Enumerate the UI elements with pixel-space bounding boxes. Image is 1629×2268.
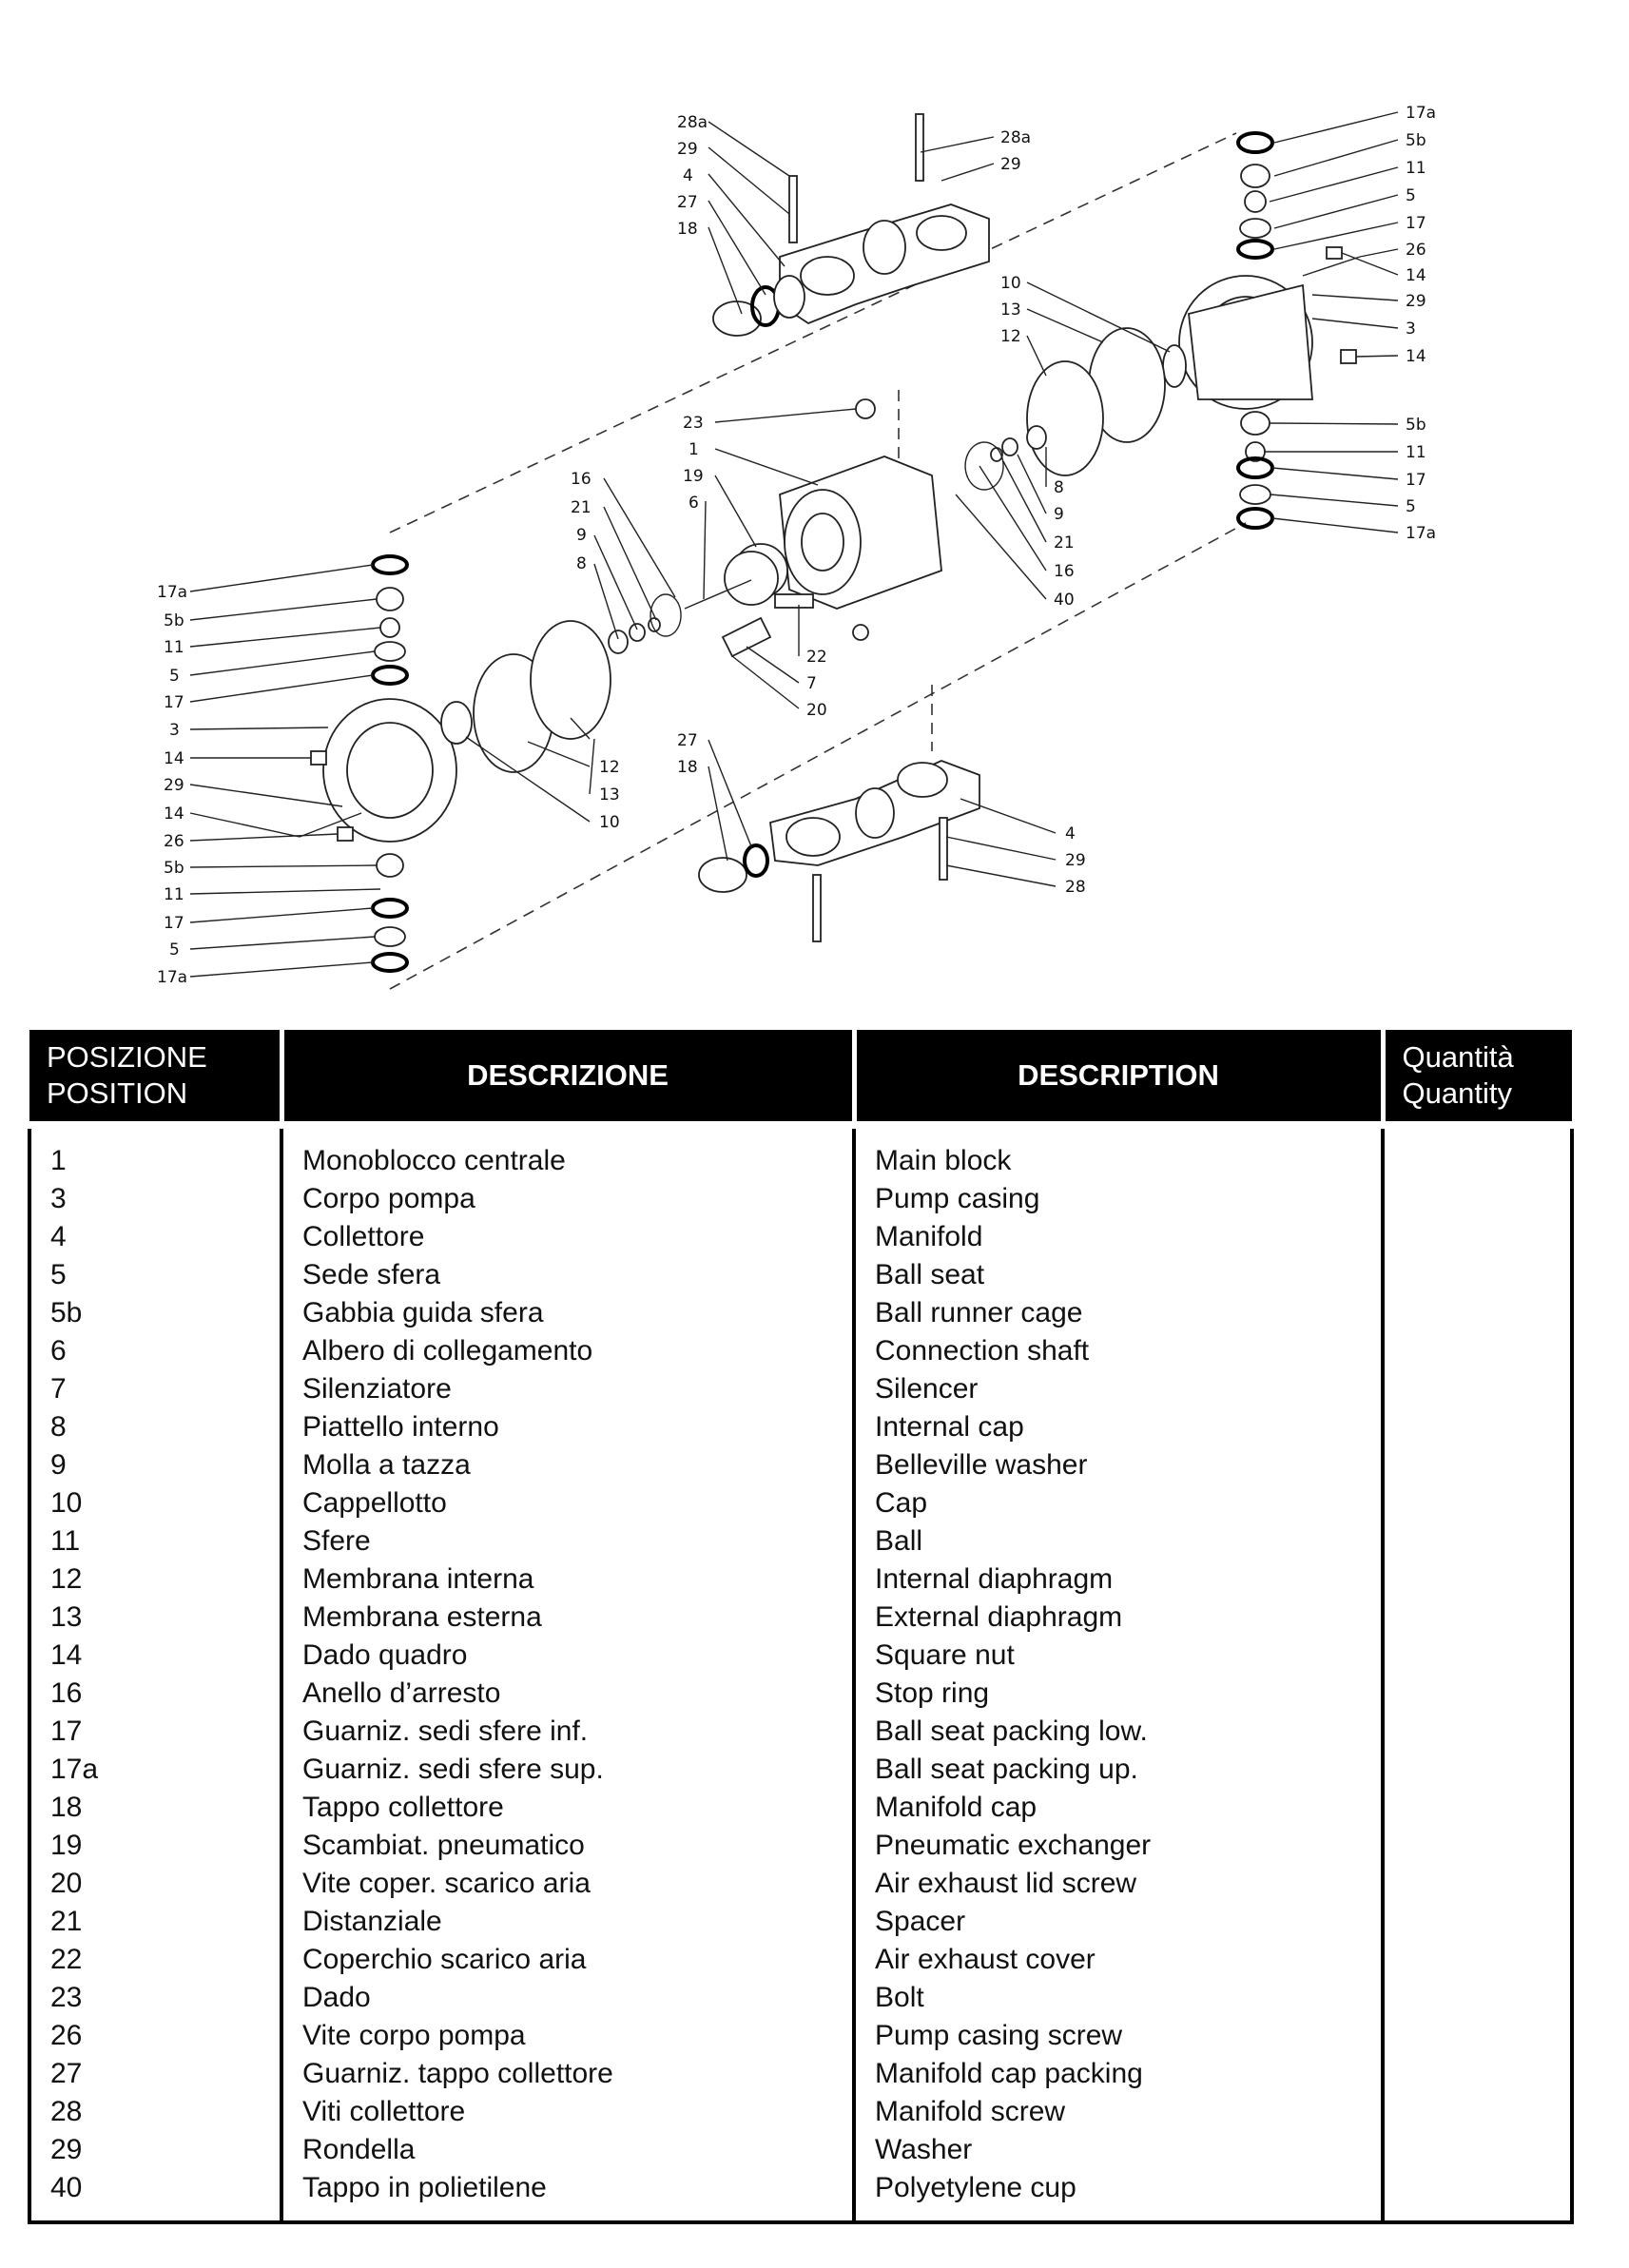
callout-label: 5b (1406, 416, 1426, 435)
part-description-en: Internal diaphragm (875, 1563, 1114, 1595)
callout-label: 5b (164, 859, 184, 878)
part-description-en: Belleville washer (875, 1449, 1088, 1481)
part-description-it: Tappo collettore (302, 1792, 504, 1823)
callout-label: 4 (1065, 824, 1076, 843)
part-position: 3 (50, 1183, 67, 1214)
table-body (29, 1129, 1572, 2222)
callout-label: 18 (677, 220, 698, 239)
callout-label: 17 (1406, 471, 1426, 490)
column-position (29, 1129, 281, 2222)
callout-label: 10 (1000, 274, 1021, 293)
callout-label: 17 (1406, 214, 1426, 233)
callout-label: 28a (677, 113, 708, 132)
part-position: 18 (50, 1792, 83, 1823)
part-description-en: Spacer (875, 1906, 966, 1937)
column-description-it (281, 1129, 854, 2222)
part-description-it: Coperchio scarico aria (302, 1944, 587, 1975)
part-description-it: Distanziale (302, 1906, 442, 1937)
callout-label: 3 (1406, 320, 1416, 339)
header-description-it: DESCRIZIONE (281, 1030, 854, 1121)
callout-label: 17a (1406, 524, 1437, 543)
part-description-en: Main block (875, 1145, 1012, 1176)
callout-label: 18 (677, 758, 698, 777)
part-position: 11 (50, 1525, 81, 1557)
callout-label: 5 (169, 940, 180, 960)
part-position: 17 (50, 1716, 83, 1747)
callout-label: 5b (1406, 131, 1426, 150)
callout-label: 27 (677, 731, 698, 750)
part-position: 27 (50, 2058, 83, 2089)
callout-label: 5b (164, 611, 184, 630)
left-casing-drawing (300, 556, 456, 971)
callout-label: 7 (806, 674, 817, 693)
part-description-en: Pump casing (875, 1183, 1040, 1214)
part-description-it: Guarniz. sedi sfere inf. (302, 1716, 589, 1747)
part-description-en: Silencer (875, 1373, 979, 1405)
part-description-en: Ball (875, 1525, 923, 1557)
callout-label: 27 (677, 193, 698, 212)
part-description-it: Membrana esterna (302, 1601, 542, 1633)
callout-label: 11 (164, 638, 184, 657)
part-description-it: Membrana interna (302, 1563, 534, 1595)
callout-label: 29 (677, 140, 698, 159)
part-description-it: Anello d’arresto (302, 1677, 501, 1709)
part-description-it: Piattello interno (302, 1411, 499, 1443)
callout-label: 17a (157, 583, 188, 602)
part-description-en: Air exhaust cover (875, 1944, 1096, 1975)
part-position: 16 (50, 1677, 83, 1709)
callout-label: 17a (1406, 104, 1437, 123)
part-description-it: Rondella (302, 2134, 416, 2165)
part-position: 23 (50, 1982, 83, 2013)
column-quantity (1383, 1129, 1572, 2222)
part-description-en: Ball seat (875, 1259, 985, 1290)
part-description-en: Stop ring (875, 1677, 990, 1709)
part-description-it: Tappo in polietilene (302, 2172, 547, 2203)
exploded-parts-diagram (0, 0, 1629, 1008)
part-position: 28 (50, 2096, 83, 2127)
part-description-it: Cappellotto (302, 1487, 447, 1519)
callout-label: 20 (806, 701, 827, 720)
callout-label: 11 (1406, 443, 1426, 462)
part-position: 40 (50, 2172, 83, 2203)
part-description-en: Ball seat packing low. (875, 1716, 1148, 1747)
part-description-it: Vite corpo pompa (302, 2020, 526, 2051)
part-position: 12 (50, 1563, 83, 1595)
callout-label: 10 (599, 813, 620, 832)
part-description-en: Ball runner cage (875, 1297, 1083, 1328)
callout-label: 17a (157, 968, 188, 987)
part-description-it: Dado quadro (302, 1639, 468, 1671)
part-description-en: Polyetylene cup (875, 2172, 1076, 2203)
part-description-en: Manifold (875, 1221, 983, 1252)
part-description-en: Manifold screw (875, 2096, 1066, 2127)
part-position: 10 (50, 1487, 83, 1519)
callout-label: 14 (164, 804, 184, 824)
part-description-it: Scambiat. pneumatico (302, 1830, 585, 1861)
part-description-it: Sede sfera (302, 1259, 441, 1290)
parts-table (28, 1030, 1574, 2224)
part-description-it: Guarniz. sedi sfere sup. (302, 1754, 604, 1785)
part-position: 5b (50, 1297, 83, 1328)
callout-label: 9 (1054, 505, 1064, 524)
header-quantity-en: Quantity (1402, 1076, 1512, 1110)
callout-label: 8 (576, 554, 587, 573)
callout-label: 29 (164, 776, 184, 795)
part-description-en: Washer (875, 2134, 973, 2165)
part-description-it: Viti collettore (302, 2096, 466, 2127)
callout-label: 28a (1000, 128, 1032, 147)
part-description-it: Corpo pompa (302, 1183, 475, 1214)
callout-label: 11 (1406, 159, 1426, 178)
part-description-en: Cap (875, 1487, 928, 1519)
part-position: 9 (50, 1449, 67, 1481)
part-position: 14 (50, 1639, 83, 1671)
callout-label: 29 (1065, 851, 1086, 870)
callout-label: 16 (1054, 562, 1075, 581)
part-description-it: Monoblocco centrale (302, 1145, 566, 1176)
part-description-it: Silenziatore (302, 1373, 452, 1405)
column-description-en (854, 1129, 1383, 2222)
callout-label: 19 (683, 467, 704, 486)
part-position: 7 (50, 1373, 67, 1405)
part-description-it: Molla a tazza (302, 1449, 471, 1481)
part-description-en: Connection shaft (875, 1335, 1090, 1367)
header-description-en: DESCRIPTION (854, 1030, 1383, 1121)
callout-label: 29 (1406, 292, 1426, 311)
part-position: 4 (50, 1221, 67, 1252)
callout-label: 14 (1406, 347, 1426, 366)
part-position: 8 (50, 1411, 67, 1443)
callout-label: 12 (1000, 327, 1021, 346)
callout-label: 13 (1000, 300, 1021, 320)
callout-label: 17 (164, 914, 184, 933)
callout-label: 12 (599, 758, 620, 777)
part-position: 17a (50, 1754, 99, 1785)
part-description-en: Pump casing screw (875, 2020, 1123, 2051)
callout-label: 9 (576, 526, 587, 545)
part-description-it: Gabbia guida sfera (302, 1297, 544, 1328)
callout-label: 8 (1054, 478, 1064, 497)
part-description-en: Manifold cap (875, 1792, 1038, 1823)
header-position-it: POSIZIONE (47, 1040, 207, 1074)
callout-label: 26 (164, 832, 184, 851)
part-description-it: Vite coper. scarico aria (302, 1868, 591, 1899)
callout-label: 40 (1054, 591, 1075, 610)
part-position: 19 (50, 1830, 83, 1861)
callout-label: 14 (164, 749, 184, 768)
center-block-drawing (685, 399, 941, 656)
right-diaphragm-drawing (965, 328, 1186, 490)
callout-label: 26 (1406, 241, 1426, 260)
part-description-en: Square nut (875, 1639, 1015, 1671)
callout-label: 13 (599, 785, 620, 804)
header-quantity-it: Quantità (1402, 1040, 1514, 1074)
callout-label: 22 (806, 648, 827, 667)
header-position-en: POSITION (47, 1076, 188, 1110)
part-position: 21 (50, 1906, 83, 1937)
part-description-it: Sfere (302, 1525, 371, 1557)
part-description-it: Collettore (302, 1221, 425, 1252)
callout-label: 16 (571, 470, 591, 489)
left-diaphragm-drawing (441, 594, 681, 772)
top-manifold-drawing (713, 114, 989, 336)
callout-label: 5 (1406, 497, 1416, 516)
callout-label: 5 (169, 667, 180, 686)
part-description-en: Air exhaust lid screw (875, 1868, 1137, 1899)
part-position: 6 (50, 1335, 67, 1367)
part-description-en: External diaphragm (875, 1601, 1123, 1633)
callout-label: 29 (1000, 155, 1021, 174)
callout-label: 21 (1054, 533, 1075, 552)
callout-label: 14 (1406, 266, 1426, 285)
callout-label: 1 (688, 440, 699, 459)
part-position: 1 (50, 1145, 67, 1176)
part-description-en: Manifold cap packing (875, 2058, 1143, 2089)
callout-label: 6 (688, 494, 699, 513)
callout-label: 21 (571, 498, 591, 517)
callout-label: 3 (169, 721, 180, 740)
callout-label: 28 (1065, 878, 1086, 897)
part-position: 26 (50, 2020, 83, 2051)
part-description-en: Bolt (875, 1982, 924, 2013)
callout-label: 4 (683, 166, 693, 185)
part-description-it: Albero di collegamento (302, 1335, 593, 1367)
callout-label: 17 (164, 693, 184, 712)
callout-label: 5 (1406, 186, 1416, 205)
part-position: 20 (50, 1868, 83, 1899)
callout-label: 11 (164, 885, 184, 904)
part-description-en: Ball seat packing up. (875, 1754, 1138, 1785)
bottom-manifold-drawing (699, 761, 979, 941)
header-position (29, 1030, 281, 1121)
header-quantity (1383, 1030, 1572, 1121)
part-position: 13 (50, 1601, 83, 1633)
callout-label: 23 (683, 414, 704, 433)
right-casing-drawing (1179, 133, 1360, 528)
part-position: 22 (50, 1944, 83, 1975)
part-position: 29 (50, 2134, 83, 2165)
part-description-it: Dado (302, 1982, 371, 2013)
part-description-en: Pneumatic exchanger (875, 1830, 1152, 1861)
table-header-row (29, 1030, 1572, 1121)
part-position: 5 (50, 1259, 67, 1290)
part-description-en: Internal cap (875, 1411, 1024, 1443)
part-description-it: Guarniz. tappo collettore (302, 2058, 613, 2089)
